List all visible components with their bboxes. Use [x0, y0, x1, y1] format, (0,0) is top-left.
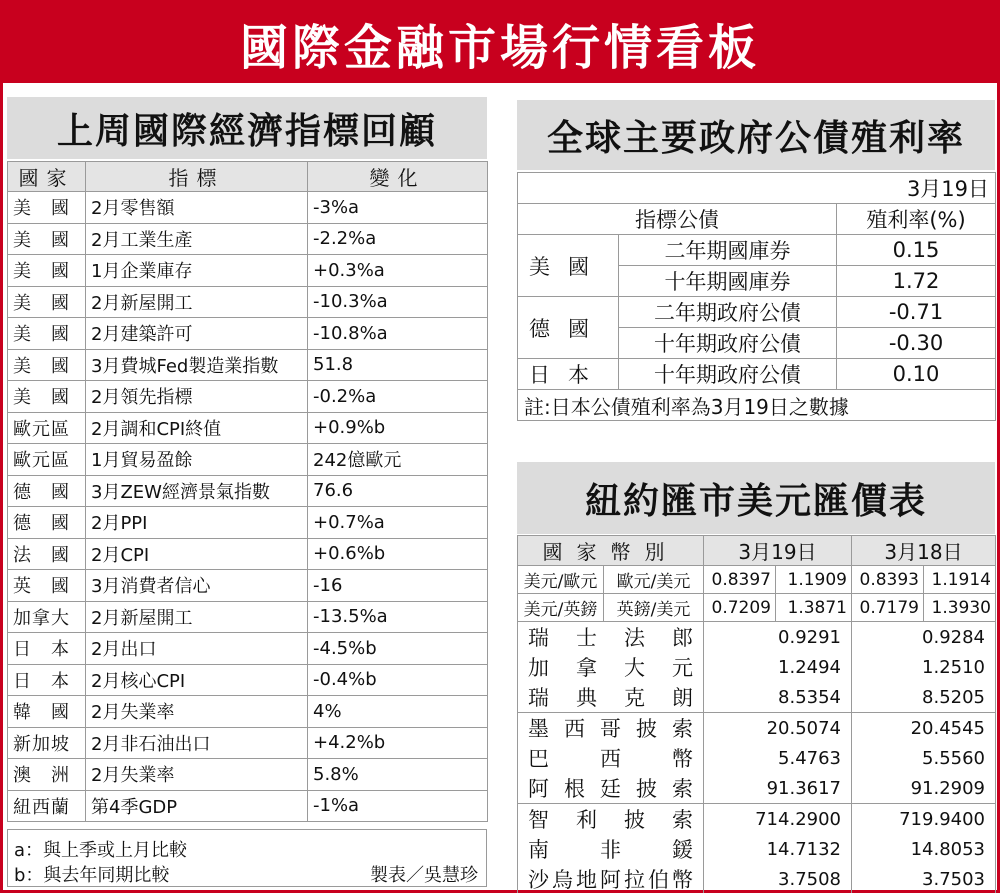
indicator-row	[8, 790, 488, 822]
bond-name: 十年期國庫券	[619, 266, 837, 297]
indicator-change: +0.6%b	[308, 538, 488, 570]
fx-rate-date1: 14.7132	[704, 834, 852, 864]
footnote-b: b：與去年同期比較	[14, 865, 170, 886]
fx-currency-row	[518, 864, 996, 893]
fx-rate: 1.3871	[776, 594, 852, 622]
footnote-a: a：與上季或上月比較	[14, 840, 188, 861]
indicator-row	[8, 223, 488, 255]
bond-header-row	[518, 204, 996, 235]
fx-pair-row	[518, 566, 996, 594]
fx-rate-date2: 20.4545	[852, 713, 996, 744]
indicator-name: 2月建築許可	[86, 318, 308, 350]
bond-date: 3月19日	[518, 173, 996, 204]
fx-rate: 0.7179	[852, 594, 924, 622]
indicator-country: 英 國	[8, 570, 86, 602]
indicator-name: 2月調和CPI終值	[86, 412, 308, 444]
indicator-change: -0.2%a	[308, 381, 488, 413]
indicator-change: -4.5%b	[308, 633, 488, 665]
fx-pair-label: 美元/英鎊	[518, 594, 604, 622]
indicator-row	[8, 444, 488, 476]
fx-currency-name: 墨西哥披索	[518, 713, 704, 744]
bond-row	[518, 235, 996, 266]
fx-currency-name: 南非鍰	[518, 834, 704, 864]
indicator-country: 澳 洲	[8, 759, 86, 791]
fx-rate-date1: 20.5074	[704, 713, 852, 744]
indicator-name: 1月貿易盈餘	[86, 444, 308, 476]
header-indicator: 指標	[86, 162, 308, 192]
indicator-name: 2月非石油出口	[86, 727, 308, 759]
indicator-change: 242億歐元	[308, 444, 488, 476]
fx-rate-date2: 0.9284	[852, 622, 996, 653]
indicator-name: 2月PPI	[86, 507, 308, 539]
indicator-name: 3月費城Fed製造業指數	[86, 349, 308, 381]
bond-yield: 0.15	[837, 235, 996, 266]
fx-rate: 0.8393	[852, 566, 924, 594]
bond-note-row	[518, 390, 996, 421]
indicator-row	[8, 507, 488, 539]
page-banner	[3, 3, 997, 83]
indicator-country: 日 本	[8, 664, 86, 696]
fx-rate: 1.1914	[924, 566, 996, 594]
fx-currency-name: 瑞士法郎	[518, 622, 704, 653]
indicator-name: 2月工業生產	[86, 223, 308, 255]
left-panel-title: 上周國際經濟指標回顧	[7, 97, 487, 159]
indicator-row	[8, 349, 488, 381]
indicator-change: +0.7%a	[308, 507, 488, 539]
fx-rate-date2: 719.9400	[852, 804, 996, 835]
indicator-change: +0.3%a	[308, 255, 488, 287]
fx-header-date2: 3月18日	[852, 536, 996, 566]
fx-rate: 0.8397	[704, 566, 776, 594]
fx-rate-date1: 91.3617	[704, 773, 852, 804]
bond-name: 二年期政府公債	[619, 297, 837, 328]
indicator-change: -0.4%b	[308, 664, 488, 696]
bond-country: 日本	[518, 359, 619, 390]
indicator-change: -13.5%a	[308, 601, 488, 633]
bond-yield: -0.30	[837, 328, 996, 359]
fx-currency-row	[518, 622, 996, 653]
fx-currency-row	[518, 682, 996, 713]
indicator-country: 歐元區	[8, 444, 86, 476]
indicator-change: +4.2%b	[308, 727, 488, 759]
fx-rate-date1: 3.7508	[704, 864, 852, 893]
fx-pair-label: 美元/歐元	[518, 566, 604, 594]
footnotes	[7, 829, 487, 887]
bond-country: 德國	[518, 297, 619, 359]
indicator-name: 2月領先指標	[86, 381, 308, 413]
indicator-row	[8, 570, 488, 602]
fx-rate-date2: 91.2909	[852, 773, 996, 804]
fx-table	[517, 535, 996, 893]
bond-name: 十年期政府公債	[619, 359, 837, 390]
indicator-country: 德 國	[8, 475, 86, 507]
indicator-change: 51.8	[308, 349, 488, 381]
indicator-name: 2月新屋開工	[86, 286, 308, 318]
indicator-change: +0.9%b	[308, 412, 488, 444]
fx-rate-date1: 8.5354	[704, 682, 852, 713]
fx-rate-date2: 8.5205	[852, 682, 996, 713]
indicator-country: 美 國	[8, 255, 86, 287]
fx-rate: 0.7209	[704, 594, 776, 622]
indicator-table-header	[8, 162, 488, 192]
fx-currency-name: 瑞典克朗	[518, 682, 704, 713]
bond-panel-title: 全球主要政府公債殖利率	[517, 100, 995, 170]
indicator-change: 4%	[308, 696, 488, 728]
indicator-name: 2月CPI	[86, 538, 308, 570]
bond-yield: 1.72	[837, 266, 996, 297]
fx-currency-row	[518, 652, 996, 682]
header-country: 國家	[8, 162, 86, 192]
indicator-change: -1%a	[308, 790, 488, 822]
indicator-name: 第4季GDP	[86, 790, 308, 822]
indicator-row	[8, 633, 488, 665]
indicator-change: -10.8%a	[308, 318, 488, 350]
fx-rate: 1.3930	[924, 594, 996, 622]
fx-currency-row	[518, 743, 996, 773]
bond-date-row	[518, 173, 996, 204]
bond-note: 註:日本公債殖利率為3月19日之數據	[518, 390, 996, 421]
indicator-name: 3月ZEW經濟景氣指數	[86, 475, 308, 507]
indicator-row	[8, 759, 488, 791]
indicator-table	[7, 161, 488, 822]
indicator-row	[8, 381, 488, 413]
bond-name: 十年期政府公債	[619, 328, 837, 359]
fx-header-currency: 國家幣別	[518, 536, 704, 566]
fx-currency-row	[518, 804, 996, 835]
bond-row	[518, 297, 996, 328]
fx-currency-row	[518, 834, 996, 864]
credit-line: 製表／吳慧珍	[370, 865, 478, 886]
fx-rate-date1: 5.4763	[704, 743, 852, 773]
indicator-row	[8, 286, 488, 318]
fx-rate-date2: 14.8053	[852, 834, 996, 864]
indicator-name: 2月零售額	[86, 192, 308, 224]
indicator-country: 紐西蘭	[8, 790, 86, 822]
indicator-country: 美 國	[8, 192, 86, 224]
indicator-row	[8, 318, 488, 350]
indicator-name: 2月失業率	[86, 759, 308, 791]
header-change: 變化	[308, 162, 488, 192]
fx-rate: 1.1909	[776, 566, 852, 594]
indicator-country: 美 國	[8, 286, 86, 318]
fx-currency-name: 加拿大元	[518, 652, 704, 682]
indicator-country: 德 國	[8, 507, 86, 539]
indicator-row	[8, 601, 488, 633]
bond-yield: 0.10	[837, 359, 996, 390]
indicator-country: 韓 國	[8, 696, 86, 728]
bond-header-name: 指標公債	[518, 204, 837, 235]
fx-currency-name: 智利披索	[518, 804, 704, 835]
indicator-name: 3月消費者信心	[86, 570, 308, 602]
fx-rate-date1: 1.2494	[704, 652, 852, 682]
fx-currency-name: 巴西幣	[518, 743, 704, 773]
bond-country: 美國	[518, 235, 619, 297]
banner-title: 國際金融市場行情看板	[239, 19, 760, 76]
indicator-country: 歐元區	[8, 412, 86, 444]
indicator-country: 美 國	[8, 223, 86, 255]
indicator-row	[8, 475, 488, 507]
bond-header-yield: 殖利率(%)	[837, 204, 996, 235]
fx-currency-name: 沙烏地阿拉伯幣	[518, 864, 704, 893]
indicator-row	[8, 192, 488, 224]
indicator-change: -10.3%a	[308, 286, 488, 318]
fx-panel-title: 紐約匯市美元匯價表	[517, 462, 995, 534]
indicator-change: 5.8%	[308, 759, 488, 791]
indicator-name: 1月企業庫存	[86, 255, 308, 287]
bond-yield: -0.71	[837, 297, 996, 328]
indicator-change: -2.2%a	[308, 223, 488, 255]
bond-yield-table	[517, 172, 996, 421]
fx-pair-row	[518, 594, 996, 622]
indicator-row	[8, 696, 488, 728]
indicator-name: 2月新屋開工	[86, 601, 308, 633]
fx-currency-row	[518, 713, 996, 744]
bond-row	[518, 359, 996, 390]
indicator-name: 2月核心CPI	[86, 664, 308, 696]
indicator-country: 美 國	[8, 318, 86, 350]
indicator-country: 美 國	[8, 349, 86, 381]
indicator-change: -3%a	[308, 192, 488, 224]
indicator-change: -16	[308, 570, 488, 602]
indicator-name: 2月失業率	[86, 696, 308, 728]
fx-currency-row	[518, 773, 996, 804]
indicator-row	[8, 538, 488, 570]
fx-rate-date2: 1.2510	[852, 652, 996, 682]
indicator-row	[8, 412, 488, 444]
indicator-name: 2月出口	[86, 633, 308, 665]
fx-header-date1: 3月19日	[704, 536, 852, 566]
indicator-country: 美 國	[8, 381, 86, 413]
indicator-country: 加拿大	[8, 601, 86, 633]
indicator-change: 76.6	[308, 475, 488, 507]
fx-rate-date2: 3.7503	[852, 864, 996, 893]
indicator-country: 法 國	[8, 538, 86, 570]
fx-rate-date2: 5.5560	[852, 743, 996, 773]
indicator-row	[8, 255, 488, 287]
fx-pair-inverse-label: 歐元/美元	[604, 566, 704, 594]
fx-pair-inverse-label: 英鎊/美元	[604, 594, 704, 622]
bond-name: 二年期國庫券	[619, 235, 837, 266]
fx-rate-date1: 714.2900	[704, 804, 852, 835]
indicator-country: 新加坡	[8, 727, 86, 759]
fx-currency-name: 阿根廷披索	[518, 773, 704, 804]
fx-rate-date1: 0.9291	[704, 622, 852, 653]
fx-table-header	[518, 536, 996, 566]
indicator-country: 日 本	[8, 633, 86, 665]
indicator-row	[8, 727, 488, 759]
indicator-row	[8, 664, 488, 696]
